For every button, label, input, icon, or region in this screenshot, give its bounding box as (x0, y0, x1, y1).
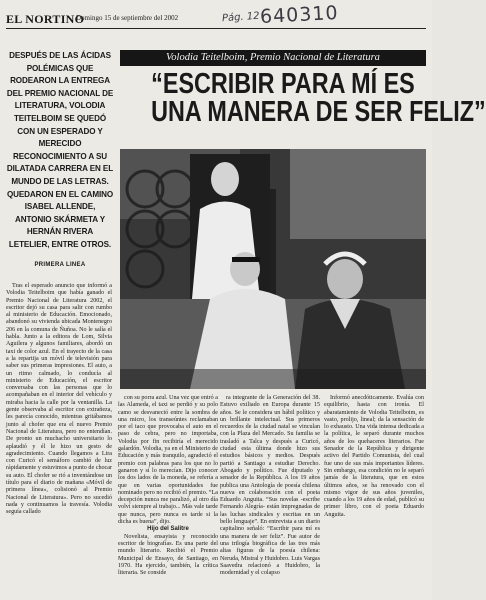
section-label: PRIMERA LINEA (34, 261, 86, 268)
handwritten-folio: Pág. 12 (221, 10, 260, 25)
column-1-text: Tras el esperado anuncio que informó a Volodia Teitelboim que había ganado el Premio Nacional de Literatura 2002, el escritor dejó su casa para salir con rumbo al ministerio de Educación. Emocionado, abandonó su vivienda ubicada Montenegro 206 en la comuna de Ñuñoa. No le salía el habla. Junto a la editora de Lom, Silvia Aguilera y algunos familiares, abordó un taxi de color azul. En el trayecto de la casa a la repartija un móvil de televisión para saber sus primeras impresiones. El auto, a un ritmo calmado, lo conducía al ministerio de Educación, el escritor conversaba con las personas que lo acompañaban en el interior del vehículo y miraba hacia la calle por la ventanilla. La gente observaba al escritor con extrañeza, les parecía conocido, mientras gritábamos junto al chofer que era el nuevo Premio Nacional de Literatura, pero no entendían. De pronto un muchacho universitario lo aplaudió y él le hizo un gesto de agradecimiento. Cuando llegamos a Lira con Curicó el semáforo cambió de luz rápidamente y estuvimos a punto de chocar su auto. El chofer se rió a inventándose un título para el diario de mañana «Móvil de primera línea», colisionó al Premio Nacional de Literatura». Pero no sucedió nada y continuamos la travesía. Volodia seguía callado (6, 283, 112, 516)
newspaper-name: EL NORTINO (6, 12, 85, 26)
column-3-text: ra integrante de la Generación del 38. Estuvo exiliado en Europa durante 15 años. Se le considera un hábil político y un brillante intelectual. Sus primeros recuerdos de la ciudad natal se vinculan con la Plaza del Mercado. Su familia se trasladó a Talca y después a Curicó, ciudad esta última donde hizo sus estudios básicos y medios. Después partió a Santiago a estudiar Derecho. Abogado y político. Fue diputado y senador de la República. A los 19 años publica una Antología de poesía chilena nueva en colaboración con el poeta Eduardo Anguita. “Sus novelas -escribe Fernando Alegría- están impregnadas de las luchas sindicales y escritas en un bello lenguaje”. En entrevista a un diario capitalino señaló: “Escribir para mí es una manera de ser feliz”. Fue autor de una trilogía biográfica de las tres más altas figuras de la poesía chilena: Neruda, Mistral y Huidobro. Luis Vargas Saavedra relacionó a Huidobro, la modernidad y el colapso (220, 395, 320, 577)
article-column-2 (118, 395, 218, 577)
column-2b-text: Novelista, ensayista y reconocido escritor de biografías. Es una parte del mundo literario. Recibió el Premio Municipal de Ensayo, de Santiago, en 1970. Ha ejercido, también, la crítica literaria. Se conside (118, 533, 218, 577)
deck-text: DESPUÉS DE LAS ÁCIDAS POLÉMICAS QUE RODEARON LA ENTREGA DEL PREMIO NACIONAL DE LITERATURA, VOLODIA TEITELBOIM SE QUEDÓ CON UN ESPERADO Y MERECIDO RECONOCIMIENTO A SU DILATADA CARRERA EN EL MUNDO DE LAS LETRAS. QUEDARON EN EL CAMINO ISABEL ALLENDE, ANTONIO SKÁRMETA Y HERNÁN RIVERA LETELIER, ENTRE OTROS. (6, 51, 114, 249)
headline-line-1: “ESCRIBIR PARA MÍ ES (151, 68, 415, 100)
column-2-text: con su porra azul. Una vez que entró a las Alameda, el taxi se perdió y su polo camo se desvaneció entre la sombra de una micro, los transeúntes reclamaban por el taco que provocaba el auto en el paso de cebra, pero no importaba, Volodia por fin recibiría el merecido galardón. Volodia, ya en el Ministerio de Educación y más tranquilo, agradeció el premio con palabras para los que no lo ganaron y sí lo merecían. Dijo conocer los dos lados de la moneda, se refería a que en varias oportunidades fue nominado pero no recibió el premio. “La decepción nunca me paralizó, al otro día volví siempre al trabajo... Más vale tarde que nunca, pero nunca es tarde si la dicha es buena”, dijo. (118, 395, 218, 526)
photo-illustration (120, 149, 426, 389)
handwritten-number: 640310 (259, 1, 340, 29)
article-deck (6, 40, 114, 268)
kicker-banner: Volodia Teitelboim, Premio Nacional de Literatura (120, 50, 426, 66)
article-column-1 (6, 283, 112, 517)
article-column-4 (324, 395, 424, 519)
article-column-3 (220, 395, 320, 577)
masthead (6, 1, 426, 29)
article-photo (120, 149, 426, 389)
column-4-text: Informó anecdóticamente. Evalúa con equilibrio, hasta con ironía. El abaratamiento de Volodia Teitelboim, es vasto, prolijo, lineal; da la sensación de lo exhausto. Una vida intensa dedicada a la política, le separó durante muchos años de los quehaceres literarios. Fue Senador de la República y dirigente activo del Partido Comunista, del cual fue uno de sus más importantes líderes. Sin embargo, esa condición no le separó jamás de la literatura, que en estos últimos años, se ha renovado con el mismo vigor de sus años juveniles, cuando a los 19 años de edad, publicó su primer libro, con el poeta Eduardo Anguita. (324, 395, 424, 518)
subhead: Hijo del Salitre (147, 526, 189, 533)
dateline: Domingo 15 de septiembre del 2002 (76, 14, 179, 22)
headline (151, 68, 486, 128)
headline-line-2: UNA MANERA DE SER FELIZ” (151, 96, 486, 128)
